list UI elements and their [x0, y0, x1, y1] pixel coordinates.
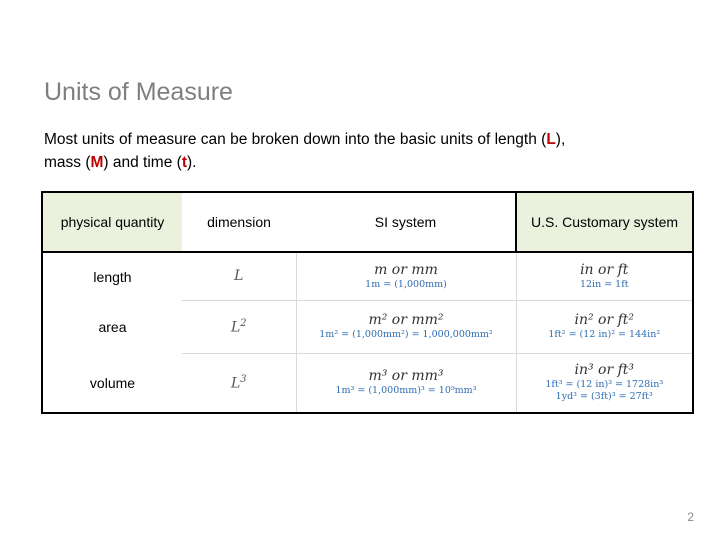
header-us-customary: U.S. Customary system — [516, 192, 693, 252]
row-volume-si-main: m³ or mm³ — [368, 368, 444, 385]
row-area-si-main: m² or mm² — [368, 312, 444, 328]
row-volume-quantity: volume — [42, 353, 182, 413]
table-row-volume — [42, 353, 693, 413]
row-length-si — [296, 252, 516, 300]
intro-part-2: ), — [555, 131, 566, 148]
header-si-system: SI system — [296, 192, 516, 252]
intro-part-1: Most units of measure can be broken down into the basic units of length ( — [44, 131, 547, 148]
table-row-length — [42, 252, 693, 300]
intro-part-4: ) and time ( — [103, 154, 182, 171]
row-length-quantity: length — [42, 252, 182, 300]
table-row-area — [42, 300, 693, 353]
row-length-us-main: in or ft — [580, 261, 629, 278]
row-volume-us-main: in³ or ft³ — [574, 362, 635, 379]
row-area-si-conversion: 1m² = (1,000mm²) = 1,000,000mm² — [319, 329, 493, 340]
row-volume-us — [516, 353, 693, 413]
row-area-us — [516, 300, 693, 353]
intro-part-5: ). — [186, 154, 197, 171]
row-length-dimension: L — [182, 252, 296, 300]
row-length-si-conversion: 1m = (1,000mm) — [365, 278, 447, 290]
time-symbol: t — [181, 154, 187, 171]
table-header-row — [42, 192, 693, 252]
row-length-us — [516, 252, 693, 300]
header-physical-quantity: physical quantity — [42, 192, 182, 252]
row-area-si — [296, 300, 516, 353]
units-table — [41, 191, 694, 414]
row-length-us-conversion: 12in = 1ft — [579, 278, 629, 290]
row-area-us-main: in² or ft² — [574, 312, 635, 328]
intro-text — [44, 128, 684, 174]
row-length-si-main: m or mm — [374, 261, 438, 278]
slide-title: Units of Measure — [44, 78, 233, 106]
row-area-us-conversion: 1ft² = (12 in)² = 144in² — [548, 329, 661, 340]
row-volume-si-conversion: 1m³ = (1,000mm)³ = 10⁹mm³ — [335, 385, 477, 397]
mass-symbol: M — [90, 154, 104, 171]
row-area-quantity: area — [42, 300, 182, 353]
row-area-dimension: $L^2$ — [182, 300, 296, 353]
row-volume-us-conversion-2: 1yd³ = (3ft)³ = 27ft³ — [555, 391, 653, 403]
length-symbol: L — [546, 131, 556, 148]
intro-part-3: mass ( — [44, 154, 91, 171]
header-dimension: dimension — [182, 192, 296, 252]
row-volume-dimension: $L^3$ — [230, 373, 247, 392]
row-volume-us-conversion-1: 1ft³ = (12 in)³ = 1728in³ — [545, 379, 664, 391]
page-number: 2 — [687, 510, 694, 524]
row-volume-si — [296, 353, 516, 413]
